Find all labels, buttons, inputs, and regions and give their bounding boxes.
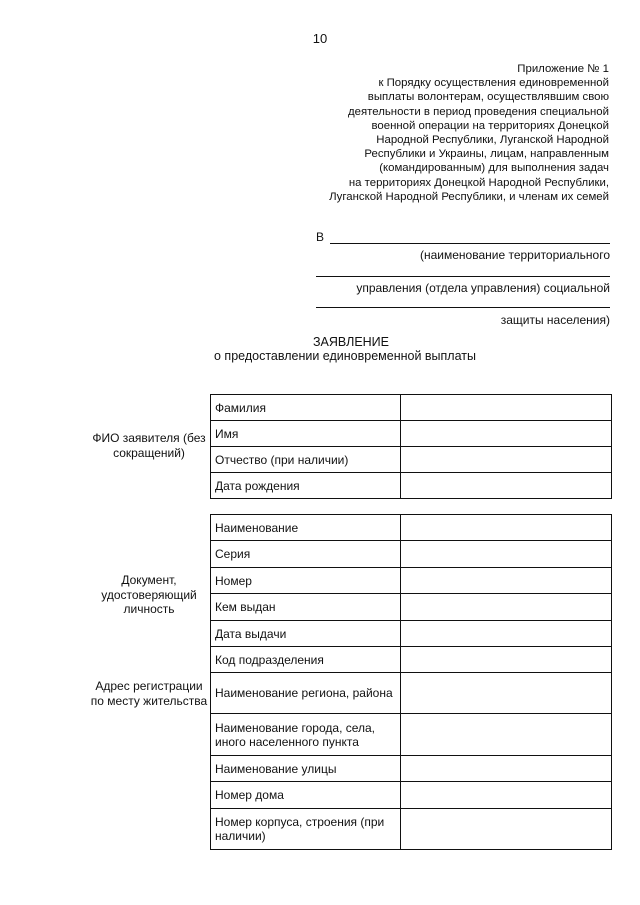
appendix-line: на территориях Донецкой Народной Республики,: [348, 176, 609, 189]
document-subtitle: о предоставлении единовременной выплаты: [214, 349, 476, 363]
value-cell[interactable]: [401, 756, 612, 782]
addressee-caption-3: защиты населения): [500, 313, 610, 327]
value-cell[interactable]: [401, 621, 612, 647]
addressee-caption-1: (наименование территориального: [420, 248, 610, 262]
value-cell[interactable]: [401, 447, 612, 473]
appendix-line: выплаты волонтерам, осуществлявшим свою: [367, 91, 609, 104]
addressee-prefix: В: [316, 230, 325, 244]
table-row: [211, 473, 612, 499]
appendix-line: военной операции на территориях Донецкой: [371, 119, 609, 132]
appendix-line: Луганской Народной Республики, и членам их семей: [329, 190, 609, 203]
page-number: 10: [312, 31, 328, 46]
value-cell[interactable]: [401, 782, 612, 809]
row-label: Дата рождения: [211, 473, 401, 499]
table-row: [211, 756, 612, 782]
table-row: [211, 594, 612, 621]
row-label: Дата выдачи: [211, 621, 401, 647]
row-label: Имя: [211, 421, 401, 447]
row-label: Наименование региона, района: [211, 673, 401, 714]
row-label: Наименование улицы: [211, 756, 401, 782]
row-label: Номер дома: [211, 782, 401, 809]
addressee-block: [316, 228, 610, 327]
addressee-line[interactable]: [316, 276, 610, 277]
value-cell[interactable]: [401, 473, 612, 499]
value-cell[interactable]: [401, 647, 612, 673]
appendix-line: Народной Республики, Луганской Народной: [376, 134, 609, 147]
appendix-line: Республики и Украины, лицам, направленным: [364, 148, 609, 161]
row-label: Наименование города, села, иного населенного пункта: [211, 714, 401, 756]
appendix-line: деятельности в период проведения специальной: [348, 105, 609, 118]
value-cell[interactable]: [401, 714, 612, 756]
table-row: [211, 714, 612, 756]
applicant-section-label: ФИО заявителя (без сокращений): [92, 431, 206, 460]
appendix-block: [279, 62, 609, 204]
table-row: [211, 447, 612, 473]
row-label: Серия: [211, 541, 401, 568]
row-label: Кем выдан: [211, 594, 401, 621]
value-cell[interactable]: [401, 594, 612, 621]
table-row: [211, 541, 612, 568]
id-document-section-label: Документ, удостоверяющий личность: [101, 573, 197, 616]
value-cell[interactable]: [401, 673, 612, 714]
row-label: Отчество (при наличии): [211, 447, 401, 473]
appendix-title: Приложение № 1: [517, 63, 609, 75]
document-title: ЗАЯВЛЕНИЕ: [313, 335, 390, 349]
value-cell[interactable]: [401, 421, 612, 447]
table-row: [211, 395, 612, 421]
table-row: [211, 515, 612, 541]
row-label: Фамилия: [211, 395, 401, 421]
row-label: Наименование: [211, 515, 401, 541]
address-section-label: Адрес регистрации по месту жительства: [90, 679, 208, 708]
addressee-caption-2: управления (отдела управления) социальной: [356, 281, 610, 295]
row-label: Код подразделения: [211, 647, 401, 673]
addressee-line[interactable]: [330, 243, 610, 244]
appendix-line: (командированным) для выполнения задач: [379, 162, 609, 175]
value-cell[interactable]: [401, 568, 612, 594]
table-row: [211, 647, 612, 673]
appendix-line: к Порядку осуществления единовременной: [378, 77, 609, 90]
row-label: Номер: [211, 568, 401, 594]
table-row: [211, 421, 612, 447]
applicant-table: [210, 394, 612, 499]
value-cell[interactable]: [401, 515, 612, 541]
value-cell[interactable]: [401, 395, 612, 421]
value-cell[interactable]: [401, 541, 612, 568]
table-row: [211, 568, 612, 594]
row-label: Номер корпуса, строения (при наличии): [211, 809, 401, 850]
value-cell[interactable]: [401, 809, 612, 850]
table-row: [211, 782, 612, 809]
table-row: [211, 673, 612, 714]
addressee-line[interactable]: [316, 307, 610, 308]
document-address-table: [210, 514, 612, 850]
table-row: [211, 621, 612, 647]
table-row: [211, 809, 612, 850]
